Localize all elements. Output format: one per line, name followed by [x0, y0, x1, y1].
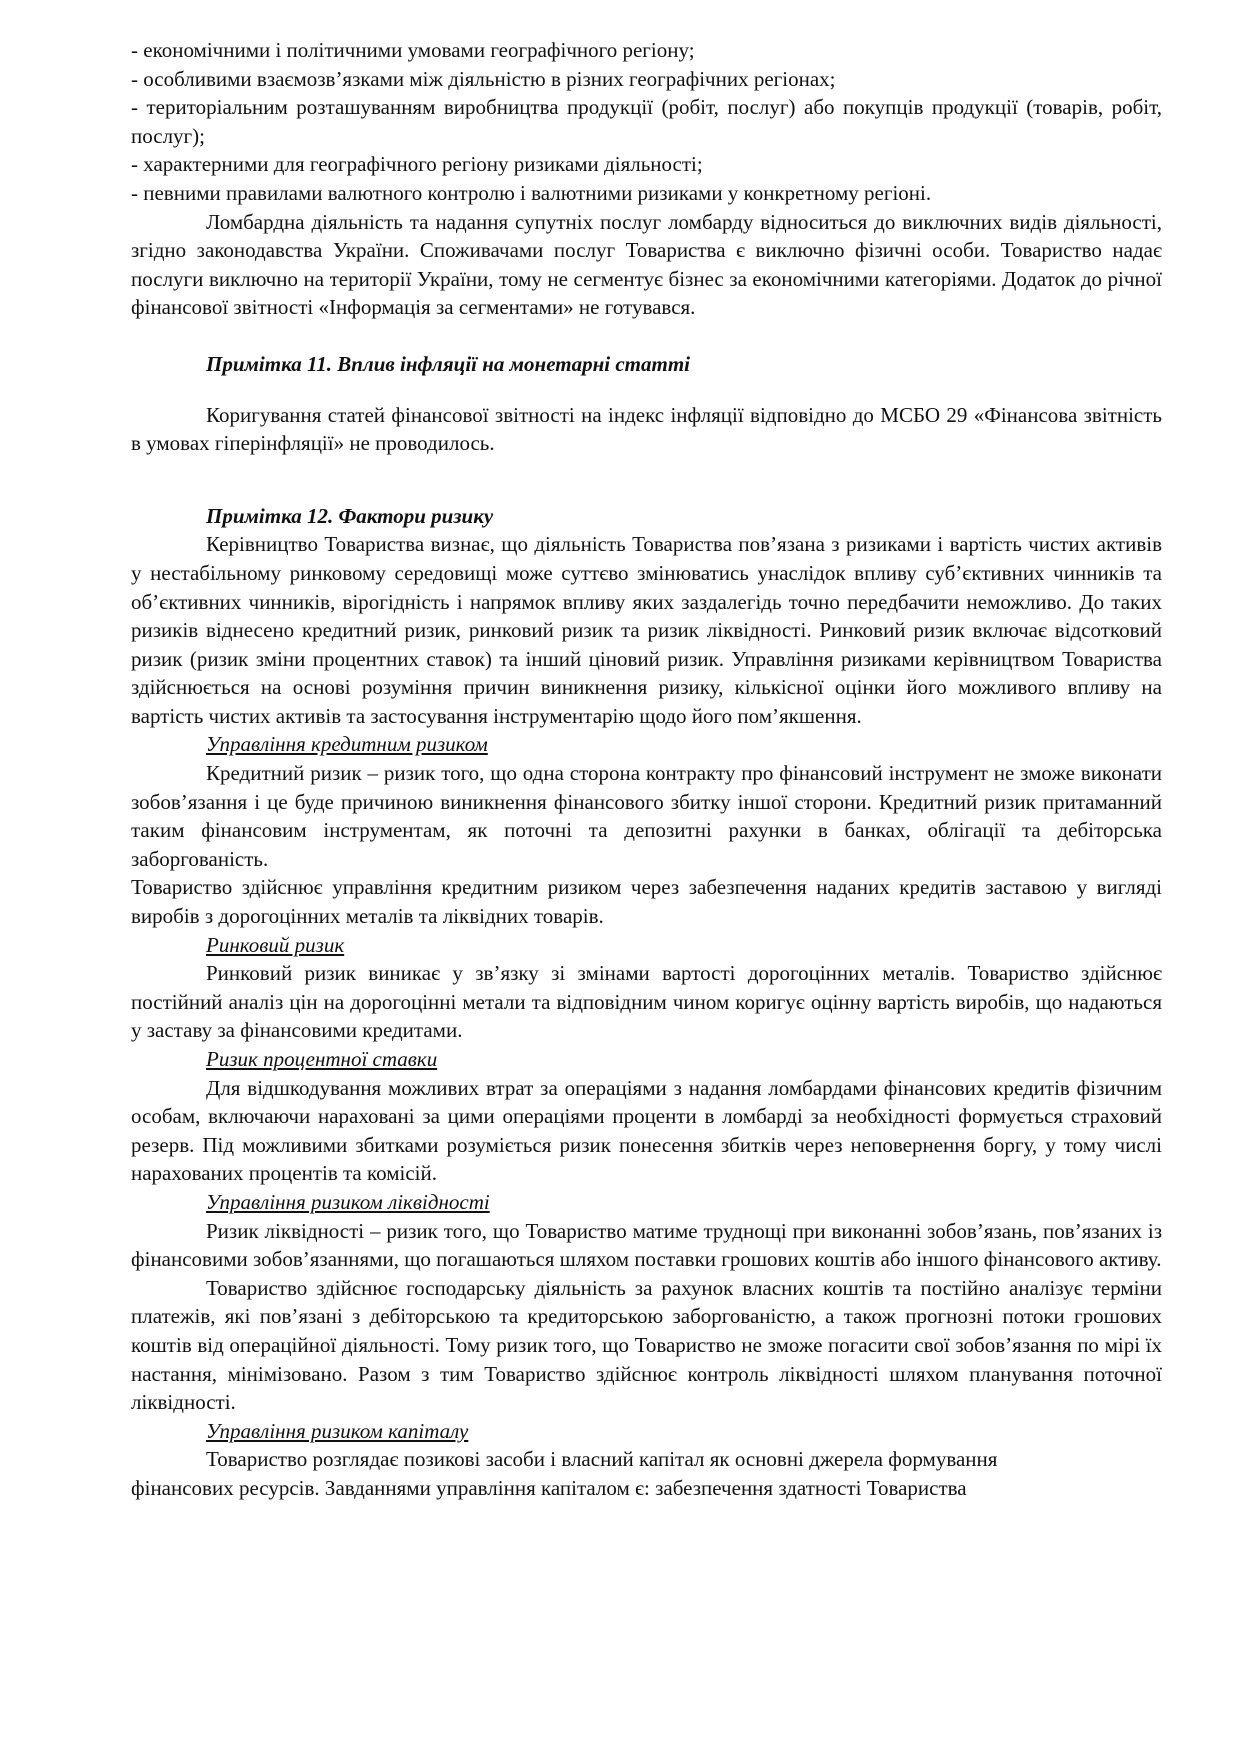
note-11-text: Коригування статей фінансової звітності на індекс інфляції відповідно до МСБО 29 «Фінансова звітність в умовах гіперінфляції» не проводилось.	[131, 402, 1162, 456]
note-12-intro: Керівництво Товариства визнає, що діяльність Товариства пов’язана з ризиками і вартість чистих активів у нестабільному ринковому середовищі може суттєво змінюватись унаслідок впливу суб’єктивних чинників та об’єктивних чинників, вірогідність і напрямок впливу яких заздалегідь точно передбачити неможливо. До таких ризиків віднесено кредитний ризик, ринковий ризик та ризик ліквідності. Ринковий ризик включає відсотковий ризик (ризик зміни процентних ставок) та інший ціновий ризик. Управління ризиками керівництвом Товариства здійснюється на основі розуміння причин виникнення ризику, кількісної оцінки його можливого впливу на вартість чистих активів та застосування інструментарію щодо його пом’якшення.	[131, 532, 1162, 728]
liquidity-risk-text-2: Товариство здійснює господарську діяльність за рахунок власних коштів та постійно аналізує терміни платежів, які пов’язані з дебіторською та кредиторською заборгованістю, а також прогнозні потоки грошових коштів від операційної діяльності. Тому ризик того, що Товариство не зможе погасити свої зобов’язання по мірі їх настання, мінімізовано. Разом з тим Товариство здійснює контроль ліквідності шляхом планування поточної ліквідності.	[131, 1275, 1162, 1415]
bullet-item: - певними правилами валютного контролю і валютними ризиками у конкретному регіоні.	[131, 180, 932, 205]
note-11-heading: Примітка 11. Вплив інфляції на монетарні статті	[206, 351, 690, 376]
capital-risk-text-line-2: фінансових ресурсів. Завданнями управління капіталом є: забезпечення здатності Товариства	[131, 1475, 967, 1500]
liquidity-risk-text: Ризик ліквідності – ризик того, що Товариство матиме труднощі при виконанні зобов’язань, пов’язаних із фінансовими зобов’язаннями, що погашаються шляхом поставки грошових коштів або іншого фінансового активу.	[131, 1218, 1162, 1272]
capital-risk-text-line-1: Товариство розглядає позикові засоби і власний капітал як основні джерела формування	[206, 1447, 998, 1472]
capital-risk-subheading: Управління ризиком капіталу	[206, 1418, 469, 1443]
note-12-heading: Примітка 12. Фактори ризику	[206, 503, 494, 528]
credit-risk-text-2: Товариство здійснює управління кредитним ризиком через забезпечення наданих кредитів заставою у вигляді виробів з дорогоцінних металів та ліквідних товарів.	[131, 875, 1162, 929]
bullet-item: - економічними і політичними умовами географічного регіону;	[131, 38, 695, 62]
bullet-item: - територіальним розташуванням виробництва продукції (робіт, послуг) або покупців продукції (товарів, робіт, послуг);	[131, 95, 1162, 148]
market-risk-text: Ринковий ризик виникає у зв’язку зі змінами вартості дорогоцінних металів. Товариство здійснює постійний аналіз цін на дорогоцінні метали та відповідним чином коригує оцінну вартість виробів, що надаються у заставу за фінансовими кредитами.	[131, 961, 1162, 1043]
interest-risk-subheading: Ризик процентної ставки	[206, 1047, 438, 1071]
paragraph-lombard: Ломбардна діяльність та надання супутніх послуг ломбарду відноситься до виключних видів діяльності, згідно законодавства України. Споживачами послуг Товариства є виключно фізичні особи. Товариство надає послуги виключно на території України, тому не сегментує бізнес за економічними категоріями. Додаток до річної фінансової звітності «Інформація за сегментами» не готувався.	[131, 209, 1162, 320]
interest-risk-text: Для відшкодування можливих втрат за операціями з надання ломбардами фінансових кредитів фізичним особам, включаючи нараховані за цими операціями проценти в ломбарді за необхідності формується страховий резерв. Під можливими збитками розуміється ризик понесення збитків через неповернення боргу, у тому числі нарахованих процентів та комісій.	[131, 1075, 1162, 1186]
credit-risk-text: Кредитний ризик – ризик того, що одна сторона контракту про фінансовий інструмент не зможе виконати зобов’язання і це буде причиною виникнення фінансового збитку іншої сторони. Кредитний ризик притаманний таким фінансовим інструментам, як поточні та депозитні рахунки в банках, облігації та дебіторська заборгованість.	[131, 761, 1162, 871]
document-page	[131, 36, 1162, 1503]
credit-risk-subheading: Управління кредитним ризиком	[206, 732, 488, 757]
liquidity-risk-subheading: Управління ризиком ліквідності	[206, 1189, 490, 1214]
bullet-item: - особливими взаємозв’язками між діяльністю в різних географічних регіонах;	[131, 66, 836, 91]
market-risk-subheading: Ринковий ризик	[206, 932, 345, 957]
bullet-item: - характерними для географічного регіону ризиками діяльності;	[131, 152, 703, 177]
